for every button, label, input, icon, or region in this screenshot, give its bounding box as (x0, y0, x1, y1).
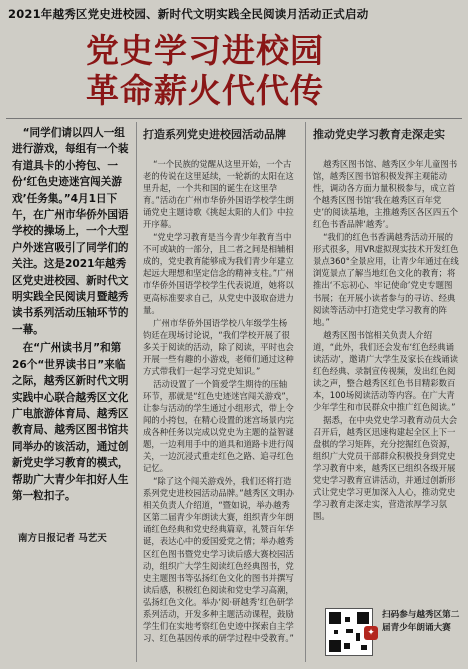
lead-paragraph: “同学们请以四人一组进行游戏，每组有一个装有道具卡的小挎包、一份‘红色史迹迷宫闯关游戏’任务集。”4月1日下午，在广州市华侨外国语学校的操场上，一个大型户外迷宫吸引了同学们的关注。这是2021年越秀区党史进校园、新时代文明实践全民阅读月暨越秀读书系列活动压轴环节的一幕。 (12, 127, 129, 336)
lead-column (12, 125, 130, 515)
section2-column (143, 158, 295, 664)
section3-paragraph: 据悉，在中央党史学习教育动员大会召开后，越秀区迅速构建起全区上下一盘棋的学习矩阵，充分挖掘红色资源，组织广大党员干部群众积极投身到党史学习教育中来，越秀区已组织各级开展党史学习教育宣讲活动，并通过创新形式让党史学习更加深入人心，推动党史学习教育走深走实，营造浓厚学习氛围。 (313, 414, 458, 522)
column-divider (136, 122, 137, 662)
section3-column (313, 158, 459, 608)
column-divider (305, 122, 306, 662)
kicker-line: 2021年越秀区党史进校园、新时代文明实践全民阅读月活动正式启动 (8, 7, 369, 21)
section3-paragraph: 越秀区图书馆相关负责人介绍道，“此外，我们还会发布‘红色经典诵读活动’，邀请广大学生及家长在线诵读红色经典、录制宣传视频，发出红色阅读之声，整合越秀区红色书目精彩数百本，100场阅读活动等内容。在广大青少年学生和市民群众中推广红色阅读。” (313, 329, 459, 412)
section3-paragraph: “我们的红色书香满越秀活动开展的形式很多，用VR虚拟现实技术开发红色景点360°全景应用，让青少年通过在线浏览景点了解当地红色文化的教育；将推出‘不忘初心、牢记使命’党史专题图书展；在开展小读者参与的寻访、经典阅读等活动中打造党史学习教育的阵地。” (313, 232, 459, 327)
headline-line-2: 革命薪火代代传 (86, 71, 324, 110)
section3-paragraph: 越秀区图书馆、越秀区少年儿童图书馆，越秀区图书馆积极发挥主观能动性，调动各方面力量积极参与，成立首个越秀区图书馆‘我在越秀区百年党史’的阅读基地，主推越秀区各区四五个红色书香品牌‘越秀’。 (313, 159, 459, 230)
byline: 南方日报记者 马艺天 (18, 533, 107, 544)
section2-paragraph: 广州市华侨外国语学校八年级学生杨钧廷在现场讨论说，“我们学校开展了很多关于阅读的活动，除了阅读，平时也会开展一些有趣的小游戏，老师们通过这种方式带我们一起学习党史知识。” (143, 317, 294, 376)
section2-paragraph: “一个民族的觉醒从这里开始，一个古老的传说在这里延续，一轮新的太阳在这里升起，一个共和国的诞生在这里孕育。”活动在广州市华侨外国语学校学生朗诵党史主题诗歌《挑起太阳的人们》中拉开序幕。 (143, 159, 294, 230)
section3-subhead: 推动党史学习教育走深走实 (313, 128, 445, 141)
section2-paragraph: 活动设置了一个简爱学生期待的压轴环节，那就是“红色史迹迷宫闯关游戏”，让参与活动的学生通过小组形式，带上令闻的小挎包，在精心设置的迷宫场景内完成各种任务以完成以党史为主题的益智谜题，一边利用手中的道具和道路卡进行闯关，一边沉浸式重走红色之路、追寻红色记忆。 (143, 378, 295, 474)
lead-paragraph: 在“广州读书月”和第26个“世界读书日”来临之际，越秀区新时代文明实践中心联合越秀区文化广电旅游体育局、越秀区教育局、越秀区图书馆共同举办的该活动，通过创新党史学习教育的模式，帮助广大青少年扣好人生第一粒扣子。 (12, 342, 129, 502)
headline-line-1: 党史学习进校园 (86, 31, 324, 70)
section2-subhead: 打造系列党史进校园活动品牌 (143, 128, 286, 141)
section2-paragraph: “党史学习教育是当今青少年教育当中不可或缺的一部分，且二者之间是相辅相成的，党史教育能够成为我们青少年建立起远大理想和坚定信念的精神支柱。”广州市华侨外国语学校学生代表说道，她将以更高标准要求自己，从党史中汲取奋进力量。 (143, 232, 294, 315)
section2-paragraph: “除了这个闯关游戏外，我们还将打造系列党史进校园活动品牌。”越秀区文明办相关负责人介绍道，“暨如说，举办越秀区第二届青少年朗读大赛，组织青少年朗诵红色经典和党史经典篇章，礼赞百年华诞，表达心中的爱国爱党之情；举办越秀区红色图书暨党史学习读后感大赛校园活动，组织广大学生阅读红色经典图书，党史主题图书等弘扬红色文化的图书并撰写读后感，积极红色阅读和党史学习高潮，弘扬红色文化。举办‘阅·研越秀’红色研学系列活动，开发多种主题活动课程，鼓励学生们在实地考察红色史迹中探索自主学习、红色基因传承的研学过程中受教育。” (143, 476, 294, 643)
header-rule (6, 118, 462, 119)
qr-caption: 扫码参与越秀区第二届青少年朗诵大赛 (382, 610, 460, 633)
logo-icon: ✦ (364, 626, 378, 640)
